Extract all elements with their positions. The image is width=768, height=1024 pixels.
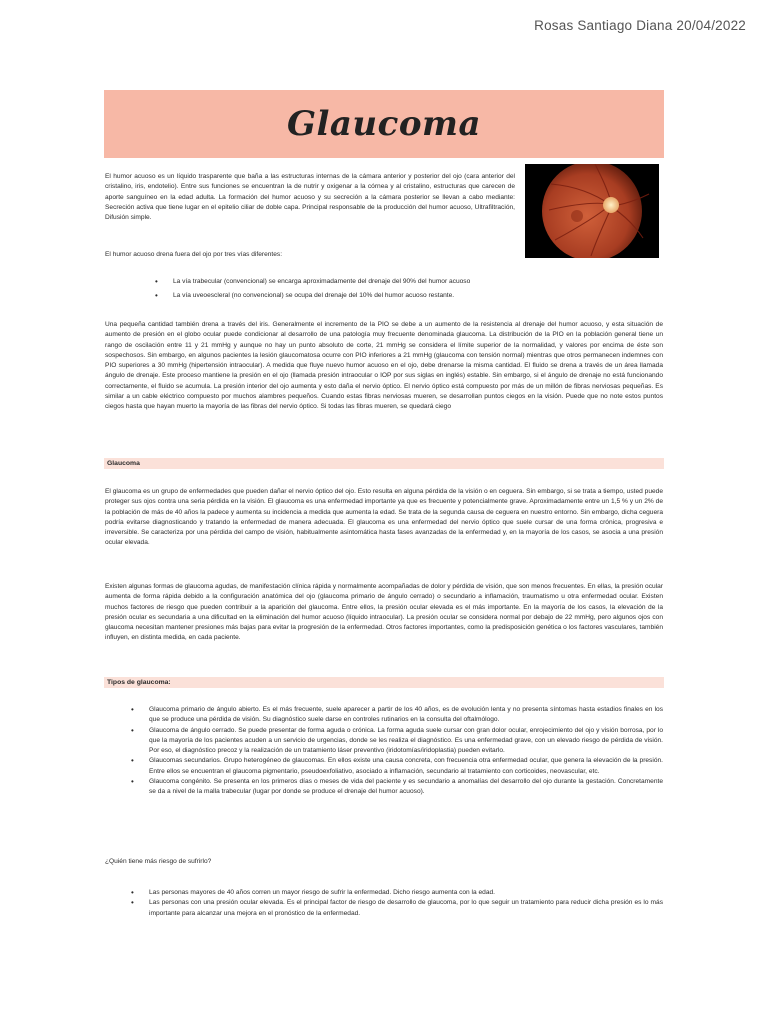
tipos-list xyxy=(149,705,663,798)
fundus-eye-photo-icon xyxy=(525,164,659,258)
page-title: Glaucoma xyxy=(286,104,482,144)
risk-question: ¿Quién tiene más riesgo de sufrirlo? xyxy=(105,858,212,865)
intro-paragraph: El humor acuoso es un líquido trasparente que baña a las estructuras internas de la cámara anterior y posterior del ojo (cara anterior del cristalino, iris, endotelio). Entre sus funciones se encuentran la de nutrir y oxigenar a la córnea y al cristalino, estructuras que carecen de aporte sanguíneo en la edad adulta. La formación del humor acuoso y su secreción a la cámara posterior se llevan a cabo mediante: Secreción activa que tiene lugar en el epitelio ciliar de doble capa. Principal responsable de la producción del humor acuoso, Ultrafiltración, Difusión simple. xyxy=(105,173,515,222)
glaucoma-paragraph-2: Existen algunas formas de glaucoma agudas, de manifestación clínica rápida y normalmente acompañadas de dolor y pérdida de visión, que son menos frecuentes. En ellas, la presión ocular aumenta de forma rápida debido a la configuración anatómica del ojo (glaucoma primario de ángulo cerrado) o secundario a inflamación, traumatismo u otra enfermedad ocular. Existen muchos factores de riesgo que pueden contribuir a la aparición del glaucoma. Entre ellos, la presión ocular elevada es el más importante. En la mayoría de los casos, la elevación de la presión ocular es secundaria a una dificultad en la eliminación del humor acuoso (líquido intraocular). La presión ocular se considera normal por debajo de 22 mmHg, pero algunos ojos con glaucoma necesitan mantener presiones más bajas para evitar la progresión de la enfermedad. Otros factores importantes, como la predisposición genética o los factores vasculares, también influyen, en distinta medida, en cada paciente. xyxy=(105,583,663,642)
risk-list xyxy=(149,888,663,919)
list-item: • La vía uveoescleral (no convencional) se ocupa del drenaje del 10% del humor acuoso restante. xyxy=(173,291,653,301)
author-date-line: Rosas Santiago Diana 20/04/2022 xyxy=(534,18,746,33)
section-heading-glaucoma: Glaucoma xyxy=(104,458,664,469)
glaucoma-paragraph-1: El glaucoma es un grupo de enfermedades que pueden dañar el nervio óptico del ojo. Esto resulta en alguna pérdida de la visión o en ceguera. Sin embargo, si se trata a tiempo, usted puede proteger sus ojos contra una seria pérdida en la visión. El glaucoma es una enfermedad importante ya que es frecuente y potencialmente grave. Aproximadamente entre un 1,5 % y un 2% de la población de más de 40 años la padece y aumenta su incidencia a medida que aumenta la edad. Se trata de la segunda causa de ceguera en nuestro entorno. Sin embargo, dicha ceguera podría evitarse diagnosticando y tratando la enfermedad de manera adecuada. El glaucoma es una enfermedad del nervio óptico que suele cursar de una forma crónica, progresiva e irreversible. Se caracteriza por una pérdida del campo de visión, habitualmente asintomática hasta fases avanzadas de la enfermedad y, en la mayoría de los casos, se asocia a una presión ocular elevada. xyxy=(105,488,663,547)
list-item: • Glaucoma de ángulo cerrado. Se puede presentar de forma aguda o crónica. La forma aguda suele cursar con gran dolor ocular, enrojecimiento del ojo y visión borrosa, por lo que la mayoría de los pacientes acuden a un servicio de urgencias, donde se les realiza el diagnóstico. Es una enfermedad grave, con un elevado riesgo de pérdida de visión. Por eso, el diagnóstico precoz y la realización de un tratamiento láser preventivo (iridotomías/iridoplastia) pueden evitarlo. xyxy=(149,726,663,757)
list-item: • Las personas mayores de 40 años corren un mayor riesgo de sufrir la enfermedad. Dicho riesgo aumenta con la edad. xyxy=(149,888,663,898)
list-item: • La vía trabecular (convencional) se encarga aproximadamente del drenaje del 90% del humor acuoso xyxy=(173,277,653,287)
list-item: • Glaucoma primario de ángulo abierto. Es el más frecuente, suele aparecer a partir de los 40 años, es de evolución lenta y no presenta síntomas hasta estadios finales en los que se produce una pérdida de visión. Su diagnóstico suele darse en controles rutinarios en la consulta del oftalmólogo. xyxy=(149,705,663,726)
list-item: • Glaucomas secundarios. Grupo heterogéneo de glaucomas. En ellos existe una causa concreta, con frecuencia otra enfermedad ocular, que genera la elevación de la presión. Entre ellos se encuentran el glaucoma pigmentario, pseudoexfoliativo, asociado a inflamación, secundario al tratamiento con corticoides, neovascular, etc. xyxy=(149,756,663,777)
title-banner xyxy=(104,90,664,158)
list-item: • Las personas con una presión ocular elevada. Es el principal factor de riesgo de desarrollo de glaucoma, por lo que seguir un tratamiento para reducir dicha presión es lo más importante para alcanzar una mejora en el pronóstico de la enfermedad. xyxy=(149,898,663,919)
pio-paragraph: Una pequeña cantidad también drena a través del iris. Generalmente el incremento de la PIO se debe a un aumento de la resistencia al drenaje del humor acuoso, y esta situación de aumento de presión en el globo ocular puede condicionar al desarrollo de una patología muy frecuente denominada glaucoma. La distribución de la PIO en la población general tiene un rango de oscilación entre 11 y 21 mmHg y aunque no hay un punto absoluto de corte, 21 mmHg se considera el límite superior de la normalidad, y valores por encima de éste son sospechosos. Sin embargo, en algunos pacientes la lesión glaucomatosa ocurre con PIO inferiores a 21 mmHg (glaucoma con tensión normal) mientras que otros permanecen indemnes con PIO superiores a 30 mmHg (hipertensión intraocular). A medida que fluye nuevo humor acuoso en el ojo, debe drenarse la misma cantidad. El fluido se drena a través de un área llamada ángulo de drenaje. Este proceso mantiene la presión en el ojo (llamada presión intraocular o IOP por sus siglas en inglés) estable. Sin embargo, si el ángulo de drenaje no está funcionando correctamente, el fluido se acumula. La presión interior del ojo aumenta y esto daña el nervio óptico. El nervio óptico está compuesto por más de un millón de fibras nerviosas pequeñas. Es similar a un cable eléctrico compuesto por muchos alambres pequeños. Cuando estas fibras nerviosas mueren, se desarrollan puntos ciegos en la visión. Puede que no note estos puntos ciegos hasta que hayan muerto la mayoría de las fibras del nervio óptico. Si todas las fibras mueren, se quedará ciego xyxy=(105,321,663,411)
section-heading-tipos: Tipos de glaucoma: xyxy=(104,677,664,688)
list-item: • Glaucoma congénito. Se presenta en los primeros días o meses de vida del paciente y es secundario a anomalías del desarrollo del ojo durante la gestación. Concretamente se da a nivel de la malla trabecular (lugar por donde se produce el drenaje del humor acuoso). xyxy=(149,777,663,798)
drain-list xyxy=(173,277,653,302)
drain-intro: El humor acuoso drena fuera del ojo por tres vías diferentes: xyxy=(105,251,283,258)
